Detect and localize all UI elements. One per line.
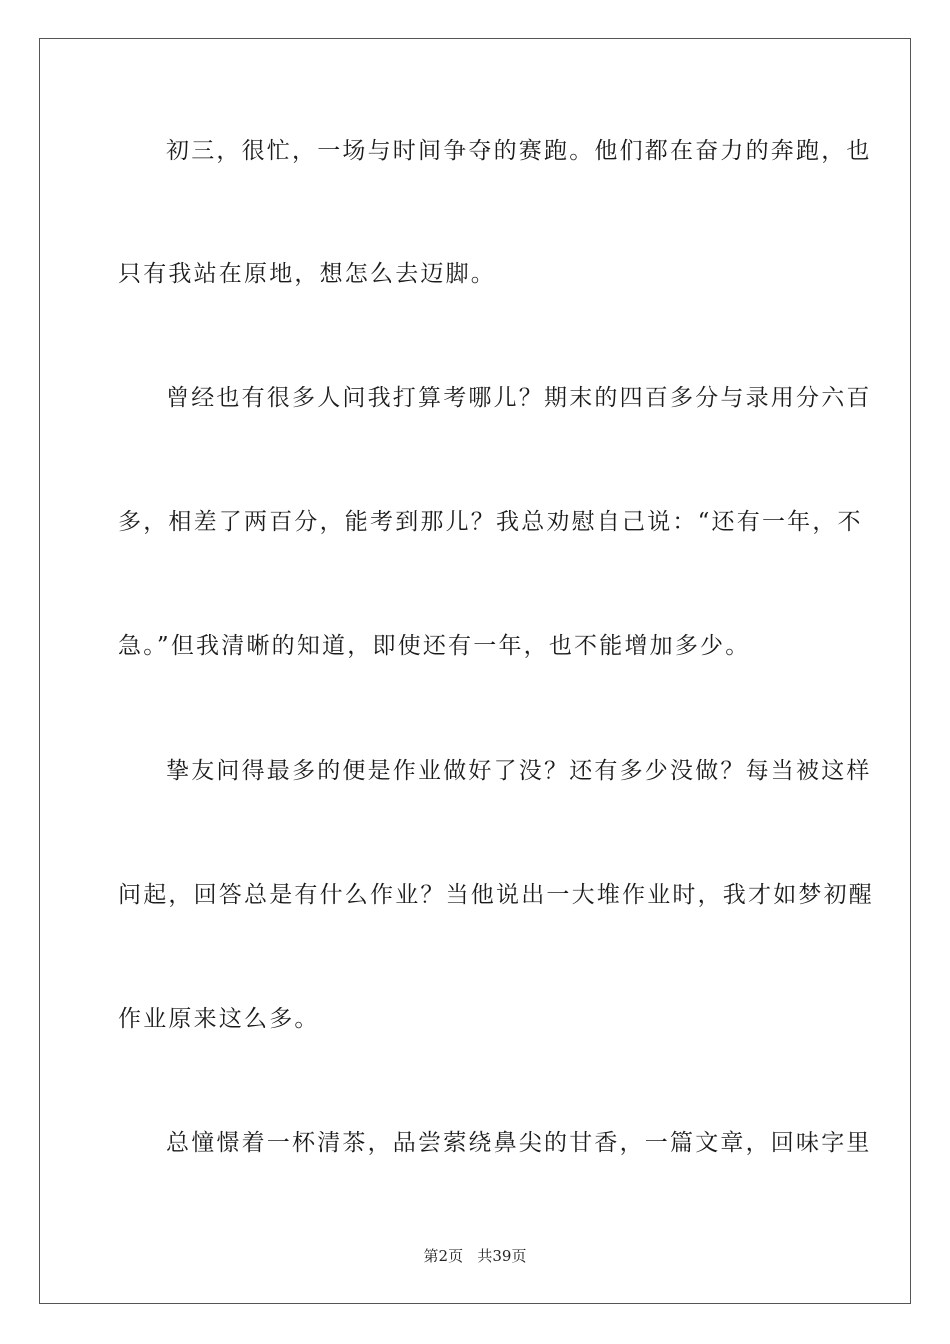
paragraph-line: 总憧憬着一杯清茶，品尝萦绕鼻尖的甘香，一篇文章，回味字里	[166, 1130, 872, 1156]
paragraph-line: 曾经也有很多人问我打算考哪儿？期末的四百多分与录用分六百	[166, 385, 872, 411]
paragraph-line: 多，相差了两百分，能考到那儿？我总劝慰自己说：“还有一年，不	[118, 509, 863, 535]
page-frame	[39, 38, 911, 1304]
paragraph-line: 急。”但我清晰的知道，即使还有一年，也不能增加多少。	[118, 633, 751, 659]
paragraph-line: 作业原来这么多。	[118, 1006, 320, 1032]
paragraph-line: 只有我站在原地，想怎么去迈脚。	[118, 261, 496, 287]
paragraph-line: 问起，回答总是有什么作业？当他说出一大堆作业时，我才如梦初醒	[118, 882, 874, 908]
page-number-footer: 第2页 共39页	[423, 1247, 527, 1265]
paragraph-line: 挚友问得最多的便是作业做好了没？还有多少没做？每当被这样	[166, 758, 872, 784]
paragraph-line: 初三，很忙，一场与时间争夺的赛跑。他们都在奋力的奔跑，也	[166, 138, 872, 164]
